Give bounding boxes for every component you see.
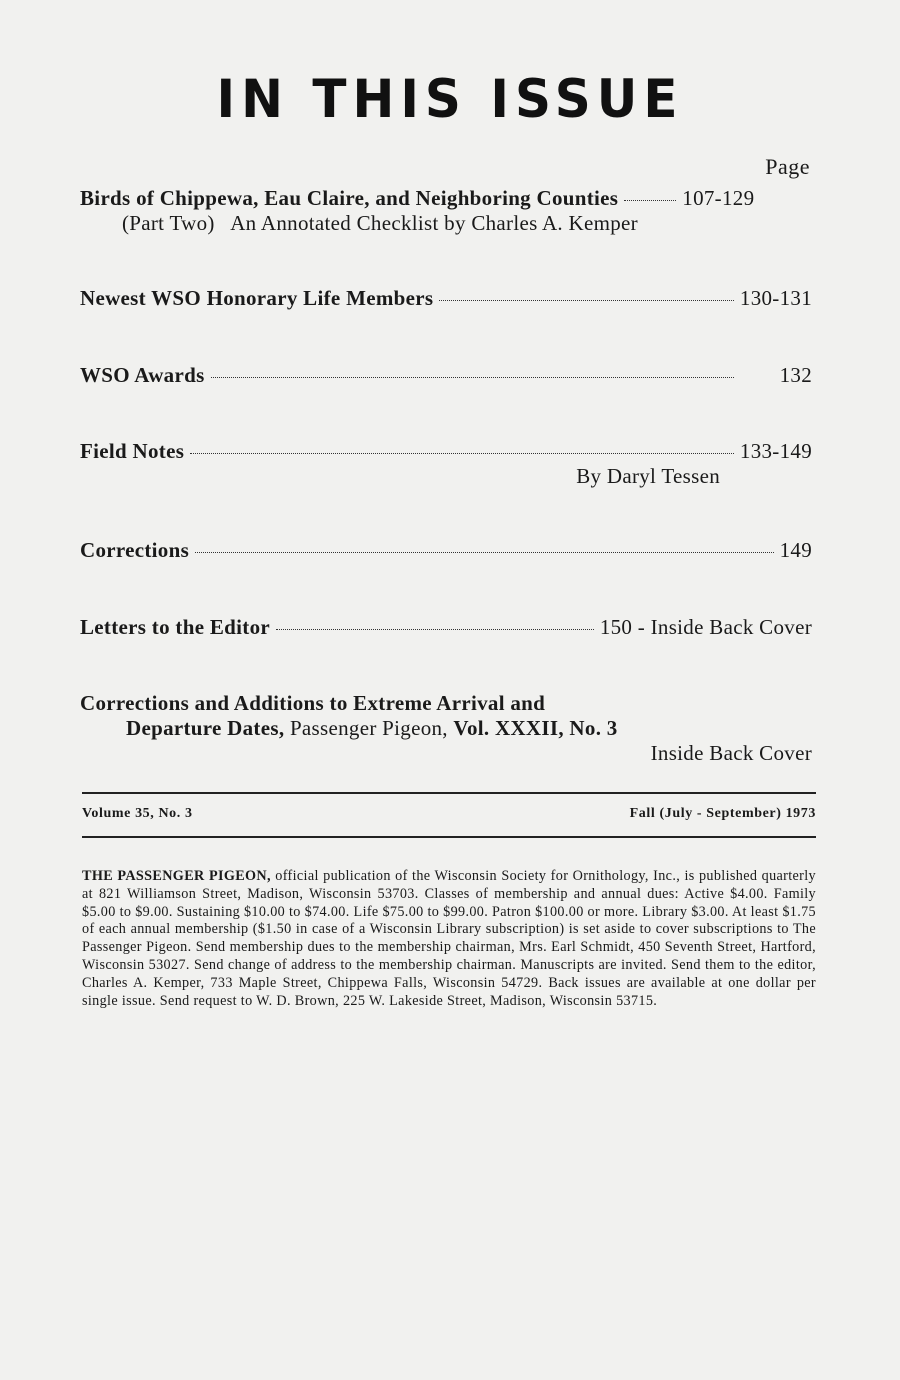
toc-title: Field Notes — [80, 439, 185, 463]
toc-entry — [80, 538, 812, 563]
toc-subtitle-part: (Part Two) — [122, 211, 215, 235]
page-column-header: Page — [765, 154, 810, 179]
toc-title: Corrections and Additions to Extreme Arrival and — [80, 691, 546, 715]
toc-page: 130-131 — [739, 286, 812, 310]
toc-title: Letters to the Editor — [80, 615, 270, 639]
dot-leader — [624, 200, 676, 201]
volume-number: Volume 35, No. 3 — [82, 806, 193, 821]
toc-entry — [80, 691, 812, 766]
toc-author: By Daryl Tessen — [576, 464, 720, 488]
dot-leader — [195, 552, 774, 553]
toc-volume: Vol. XXXII, No. 3 — [453, 716, 618, 740]
toc-page: 133-149 — [739, 439, 812, 463]
toc-page: 150 - Inside Back Cover — [599, 615, 812, 639]
toc-page: 149 — [779, 538, 812, 562]
toc-subtitle: An Annotated Checklist by Charles A. Kemper — [230, 211, 638, 235]
toc-page: 107-129 — [682, 186, 755, 210]
dot-leader — [190, 453, 734, 454]
toc-title: WSO Awards — [80, 363, 205, 387]
publication-details: official publication of the Wisconsin Society for Ornithology, Inc., is published quarterly at 821 Williamson Street, Madison, Wisconsin 53703. Classes of membership and annual dues: Active $4.00. Family $5.00 to $9.00. Sustaining $10.00 to $74.00. Life $75.00 to $99.00. Patron $100.00 or more. Library $3.00. At least $1.75 of each annual membership ($1.50 in case of a Wisconsin Library subscription) is set aside to cover subscriptions to The Passenger Pigeon. Send membership dues to the membership chairman, Mrs. Earl Schmidt, 450 Seventh Street, Hartford, Wisconsin 53027. Send change of address to the membership chairman. Manuscripts are invited. Send them to the editor, Charles A. Kemper, 733 Maple Street, Chippewa Falls, Wisconsin 54729. Back issues are available at one dollar per single issue. Send request to W. D. Brown, 225 W. Lakeside Street, Madison, Wisconsin 53715. — [82, 868, 816, 1009]
publication-info — [82, 868, 816, 1010]
toc-entry — [80, 439, 812, 489]
toc-page: Inside Back Cover — [650, 741, 812, 765]
toc-title: Birds of Chippewa, Eau Claire, and Neighboring Counties — [80, 186, 619, 210]
page-title: IN THIS ISSUE — [216, 68, 684, 130]
toc-entry — [80, 286, 812, 311]
dot-leader — [276, 629, 594, 630]
dot-leader — [211, 377, 734, 378]
divider — [82, 792, 816, 794]
divider — [82, 836, 816, 838]
toc-entry — [80, 615, 812, 640]
dot-leader — [439, 300, 734, 301]
toc-title-continued: Departure Dates, — [126, 716, 285, 740]
publication-name: THE PASSENGER PIGEON, — [82, 868, 271, 884]
toc-entry — [80, 186, 812, 236]
issue-line — [82, 806, 816, 822]
toc-title: Newest WSO Honorary Life Members — [80, 286, 434, 310]
toc-title: Corrections — [80, 538, 190, 562]
issue-season: Fall (July - September) 1973 — [629, 806, 816, 821]
toc-journal: Passenger Pigeon, — [289, 716, 448, 740]
toc-entry — [80, 363, 812, 388]
toc-page: 132 — [779, 363, 812, 387]
